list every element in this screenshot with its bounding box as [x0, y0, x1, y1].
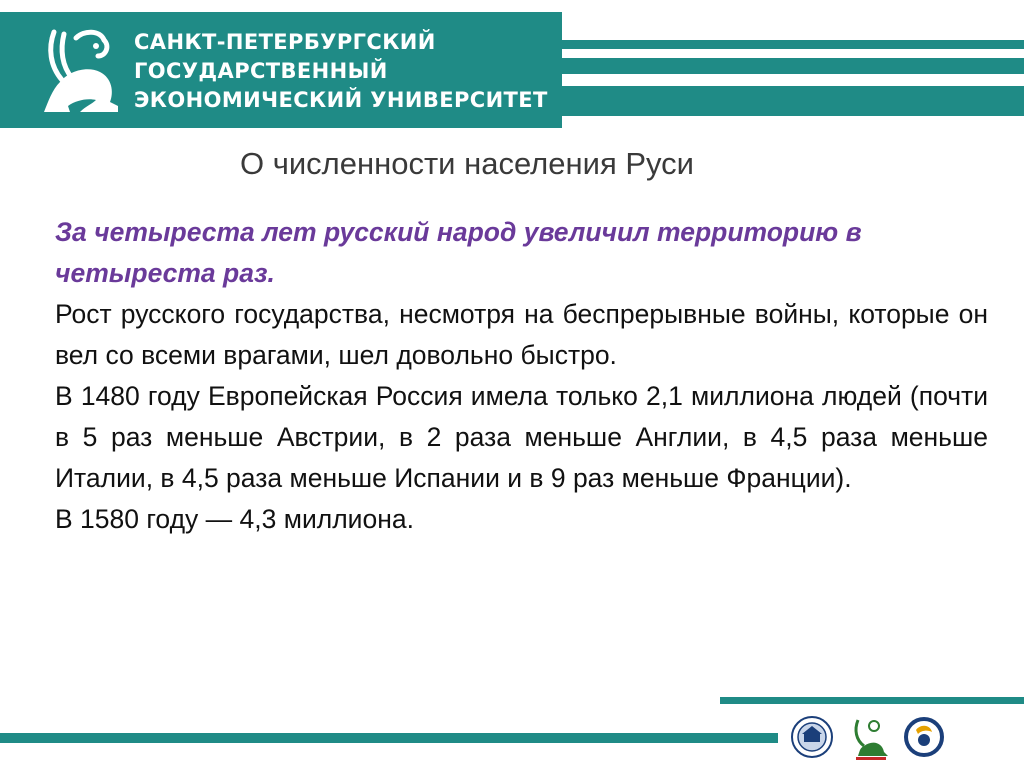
griffin-logo [40, 26, 122, 114]
body-paragraph: В 1580 году — 4,3 миллиона. [55, 504, 414, 534]
seal-logo-icon [792, 717, 832, 757]
header-stripe [562, 86, 1024, 116]
university-name [134, 28, 548, 115]
university-name-line: САНКТ-ПЕТЕРБУРГСКИЙ [134, 30, 436, 54]
university-name-line: ЭКОНОМИЧЕСКИЙ УНИВЕРСИТЕТ [134, 88, 548, 112]
slide-body [55, 212, 988, 540]
footer-logos [788, 712, 948, 762]
footer-band [0, 733, 778, 743]
lead-text: За четыреста лет русский народ увеличил территорию в четыреста раз. [55, 217, 862, 288]
header-stripe [532, 58, 1024, 74]
griffin-logo-small-icon [856, 720, 888, 760]
body-paragraph: Рост русского государства, несмотря на беспрерывные войны, которые он вел со всеми врагами, шел довольно быстро. [55, 299, 988, 370]
slide-title: О численности населения Руси [239, 146, 694, 181]
header-stripe [513, 40, 1024, 49]
footer-line [720, 697, 1024, 704]
round-logo-2-icon [906, 719, 942, 755]
body-paragraph: В 1480 году Европейская Россия имела только 2,1 миллиона людей (почти в 5 раз меньше Австрии, в 2 раза меньше Англии, в 4,5 раза меньше Италии, в 4,5 раза меньше Испании и в 9 раз меньше Франции). [55, 381, 988, 493]
university-name-line: ГОСУДАРСТВЕННЫЙ [134, 59, 388, 83]
